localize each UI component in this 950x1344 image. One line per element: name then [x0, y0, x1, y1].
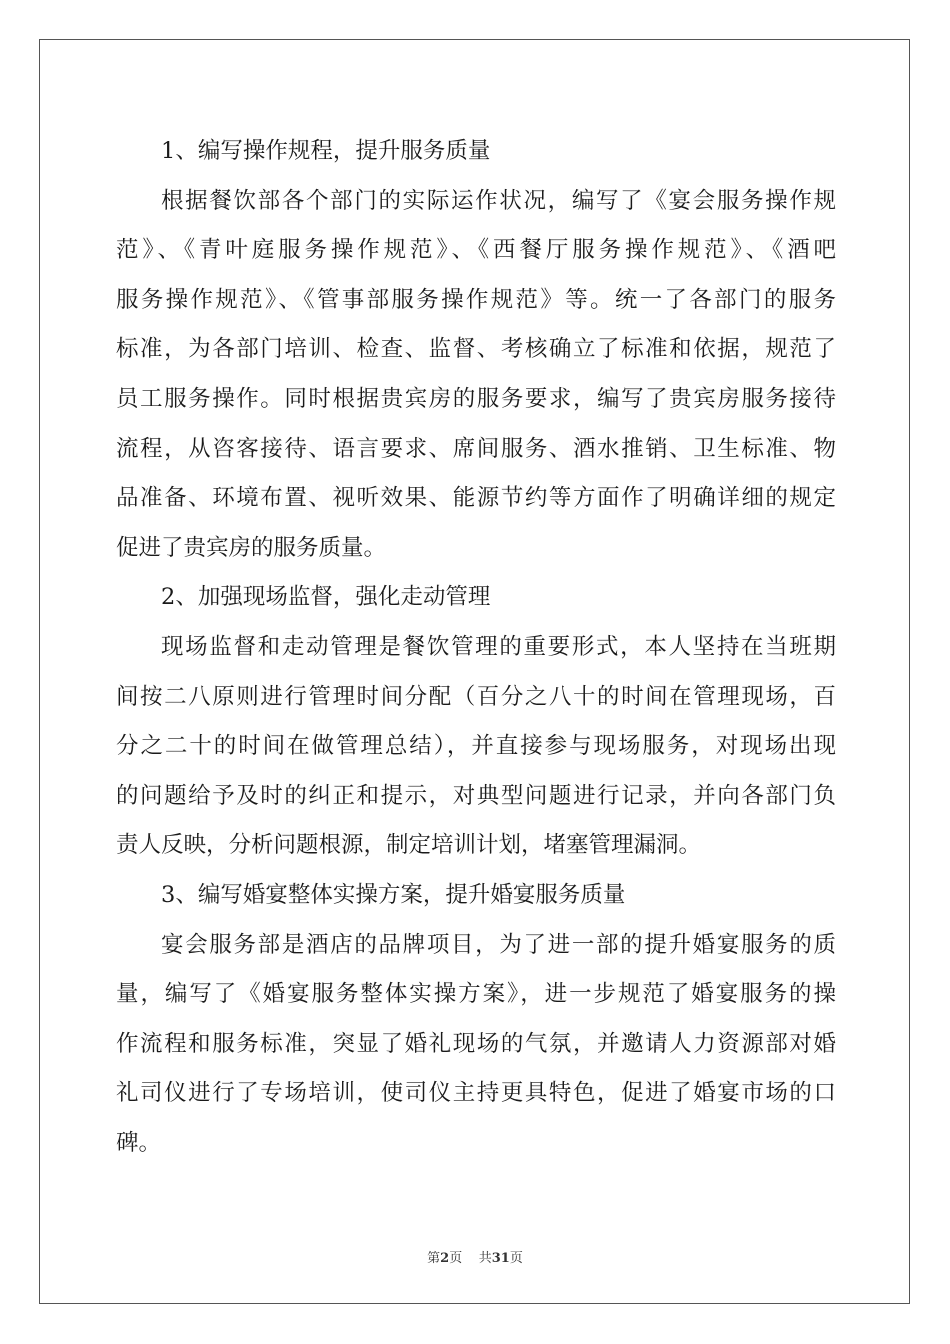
paragraph-line: 促进了贵宾房的服务质量。: [116, 534, 387, 561]
footer-total-prefix: 共: [478, 1251, 492, 1266]
footer-page-number: 2: [440, 1251, 450, 1266]
paragraph-line: 分之二十的时间在做管理总结），并直接参与现场服务，对现场出现: [116, 733, 836, 760]
paragraph-line: 服务操作规范》、《管事部服务操作规范》等。统一了各部门的服务: [116, 286, 836, 313]
paragraph-line: 量，编写了《婚宴服务整体实操方案》，进一步规范了婚宴服务的操: [116, 981, 836, 1008]
document-body: [116, 127, 836, 1168]
paragraph-line: 礼司仪进行了专场培训，使司仪主持更具特色，促进了婚宴市场的口: [116, 1080, 836, 1107]
footer-prefix: 第: [427, 1251, 441, 1266]
footer-total-suffix: 页: [509, 1251, 523, 1266]
paragraph-line: 间按二八原则进行管理时间分配（百分之八十的时间在管理现场，百: [116, 683, 836, 710]
page-footer: [0, 1247, 950, 1266]
section-heading-2: 2、加强现场监督，强化走动管理: [161, 584, 491, 611]
paragraph-line: 作流程和服务标准，突显了婚礼现场的气氛，并邀请人力资源部对婚: [116, 1030, 836, 1057]
paragraph-line: 流程，从咨客接待、语言要求、席间服务、酒水推销、卫生标准、物: [116, 435, 836, 462]
paragraph-line: 的问题给予及时的纠正和提示，对典型问题进行记录，并向各部门负: [116, 782, 836, 809]
paragraph-line: 根据餐饮部各个部门的实际运作状况，编写了《宴会服务操作规: [161, 187, 836, 214]
paragraph-line: 责人反映，分析问题根源，制定培训计划，堵塞管理漏洞。: [116, 832, 702, 859]
section-heading-1: 1、编写操作规程，提升服务质量: [161, 138, 491, 164]
paragraph-line: 范》、《青叶庭服务操作规范》、《西餐厅服务操作规范》、《酒吧: [116, 237, 836, 264]
paragraph-line: 员工服务操作。同时根据贵宾房的服务要求，编写了贵宾房服务接待: [116, 385, 836, 412]
footer-total-pages: 31: [491, 1251, 510, 1266]
paragraph-line: 宴会服务部是酒店的品牌项目，为了进一部的提升婚宴服务的质: [161, 931, 836, 958]
footer-page-suffix: 页: [449, 1251, 463, 1266]
section-heading-3: 3、编写婚宴整体实操方案，提升婚宴服务质量: [161, 881, 626, 908]
paragraph-line: 品准备、环境布置、视听效果、能源节约等方面作了明确详细的规定: [116, 485, 836, 512]
paragraph-line: 碑。: [116, 1129, 162, 1156]
paragraph-line: 现场监督和走动管理是餐饮管理的重要形式，本人坚持在当班期: [161, 633, 836, 660]
paragraph-line: 标准，为各部门培训、检查、监督、考核确立了标准和依据，规范了: [116, 336, 836, 363]
